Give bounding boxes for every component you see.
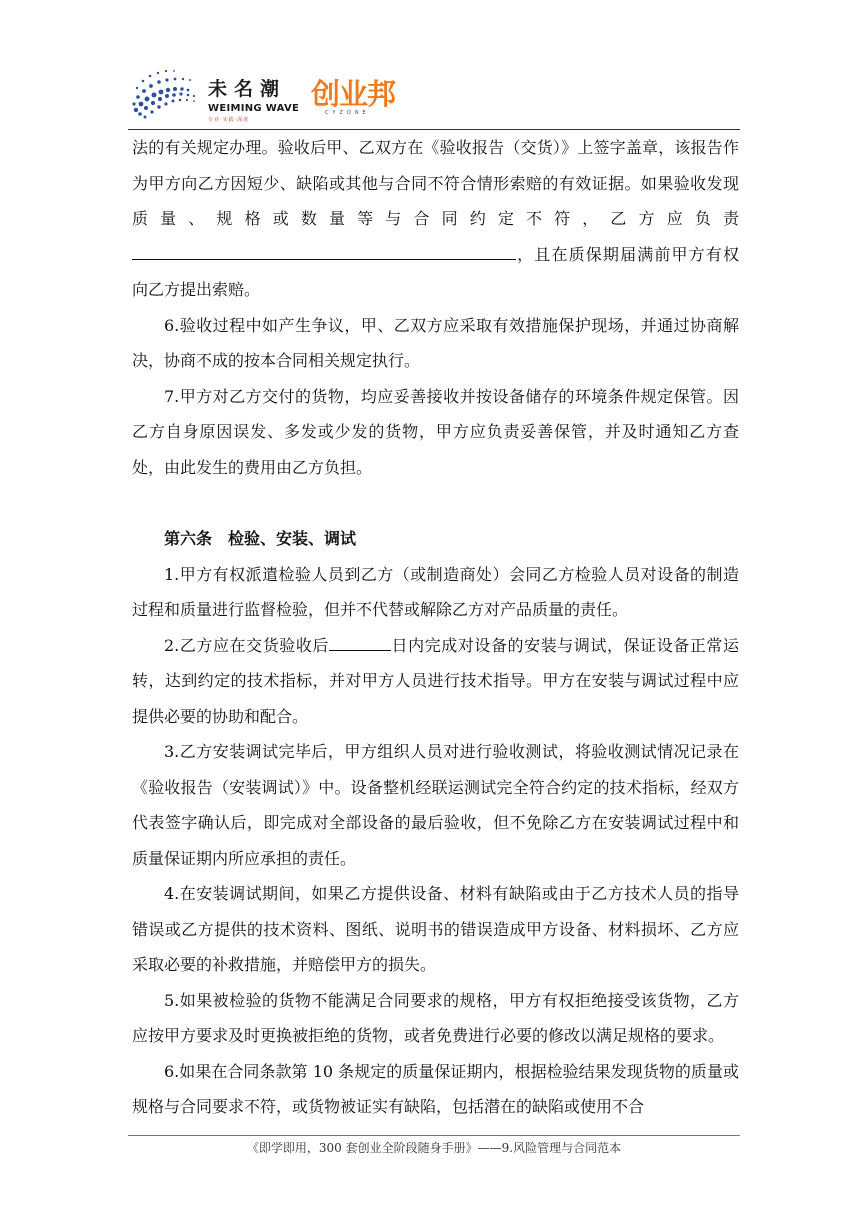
cyzone-logo-en: CYZONE [325, 110, 370, 116]
weiming-wave-logo-en: WEIMING WAVE [208, 103, 300, 114]
page-footer: 《即学即用，300 套创业全阶段随身手册》——9.风险管理与合同范本 [246, 1141, 622, 1155]
weiming-wave-logo-icon [128, 66, 202, 122]
clause-6-5: 5.如果被检验的货物不能满足合同要求的规格，甲方有权拒绝接受该货物，乙方应按甲方要求及时更换被拒绝的货物，或者免费进行必要的修改以满足规格的要求。 [132, 990, 739, 1045]
clause-6-3: 3.乙方安装调试完毕后，甲方组织人员对进行验收测试，将验收测试情况记录在《验收报告（安装调试）》中。设备整机经联运测试完全符合约定的技术指标，经双方代表签字确认后，即完成对全部设备的最后验收，但不免除乙方在安装调试过程中和质量保证期内所应承担的责任。 [132, 742, 739, 868]
paragraph-text: 法的有关规定办理。验收后甲、乙双方在《验收报告（交货）》上签字盖章，该报告作为甲方向乙方因短少、缺陷或其他与合同不符合情形索赔的有效证据。如果验收发现质量、规格或数量等与合同约定不符，乙方应负责 [132, 138, 739, 228]
fill-in-blank-responsibility [132, 240, 516, 260]
fill-in-blank-days [329, 631, 391, 651]
paragraph-text: ，且在质保期届满前甲方有权向乙方提出索赔。 [132, 244, 739, 299]
paragraph-text: 日内完成对设备的安装与调试，保证设备正常运转，达到约定的技术指标，并对甲方人员进行技术指导。甲方在安装与调试过程中应提供必要的协助和配合。 [132, 635, 739, 726]
weiming-wave-logo-cn: 未名潮 [208, 78, 287, 100]
footer-divider [128, 1135, 740, 1136]
paragraph-acceptance-continued [132, 130, 739, 308]
clause-6-2 [132, 628, 739, 735]
paragraph-text: 2.乙方应在交货验收后 [164, 635, 329, 655]
clause-6-4: 4.在安装调试期间，如果乙方提供设备、材料有缺陷或由于乙方技术人员的指导错误或乙方提供的技术资料、图纸、说明书的错误造成甲方设备、材料损坏、乙方应采取必要的补救措施，并赔偿甲方的损失。 [132, 884, 739, 974]
clause-6-1: 1.甲方有权派遣检验人员到乙方（或制造商处）会同乙方检验人员对设备的制造过程和质量进行监督检验，但并不代替或解除乙方对产品质量的责任。 [132, 564, 739, 619]
clause-5-6: 6.验收过程中如产生争议，甲、乙双方应采取有效措施保护现场，并通过协商解决，协商不成的按本合同相关规定执行。 [132, 315, 739, 370]
document-body [132, 130, 739, 1125]
weiming-wave-tagline: 专业·实践·深度 [208, 117, 250, 123]
cyzone-logo: 创业邦 [311, 77, 396, 111]
clause-5-7: 7.甲方对乙方交付的货物，均应妥善接收并按设备储存的环境条件规定保管。因乙方自身原因误发、多发或少发的货物，甲方应负责妥善保管，并及时通知乙方查处，由此发生的费用由乙方负担。 [132, 386, 739, 477]
section-heading-article-6: 第六条 检验、安装、调试 [164, 529, 357, 548]
page-header [128, 60, 740, 130]
clause-6-6: 6.如果在合同条款第 10 条规定的质量保证期内，根据检验结果发现货物的质量或规格与合同要求不符，或货物被证实有缺陷，包括潜在的缺陷或使用不合 [132, 1061, 739, 1116]
